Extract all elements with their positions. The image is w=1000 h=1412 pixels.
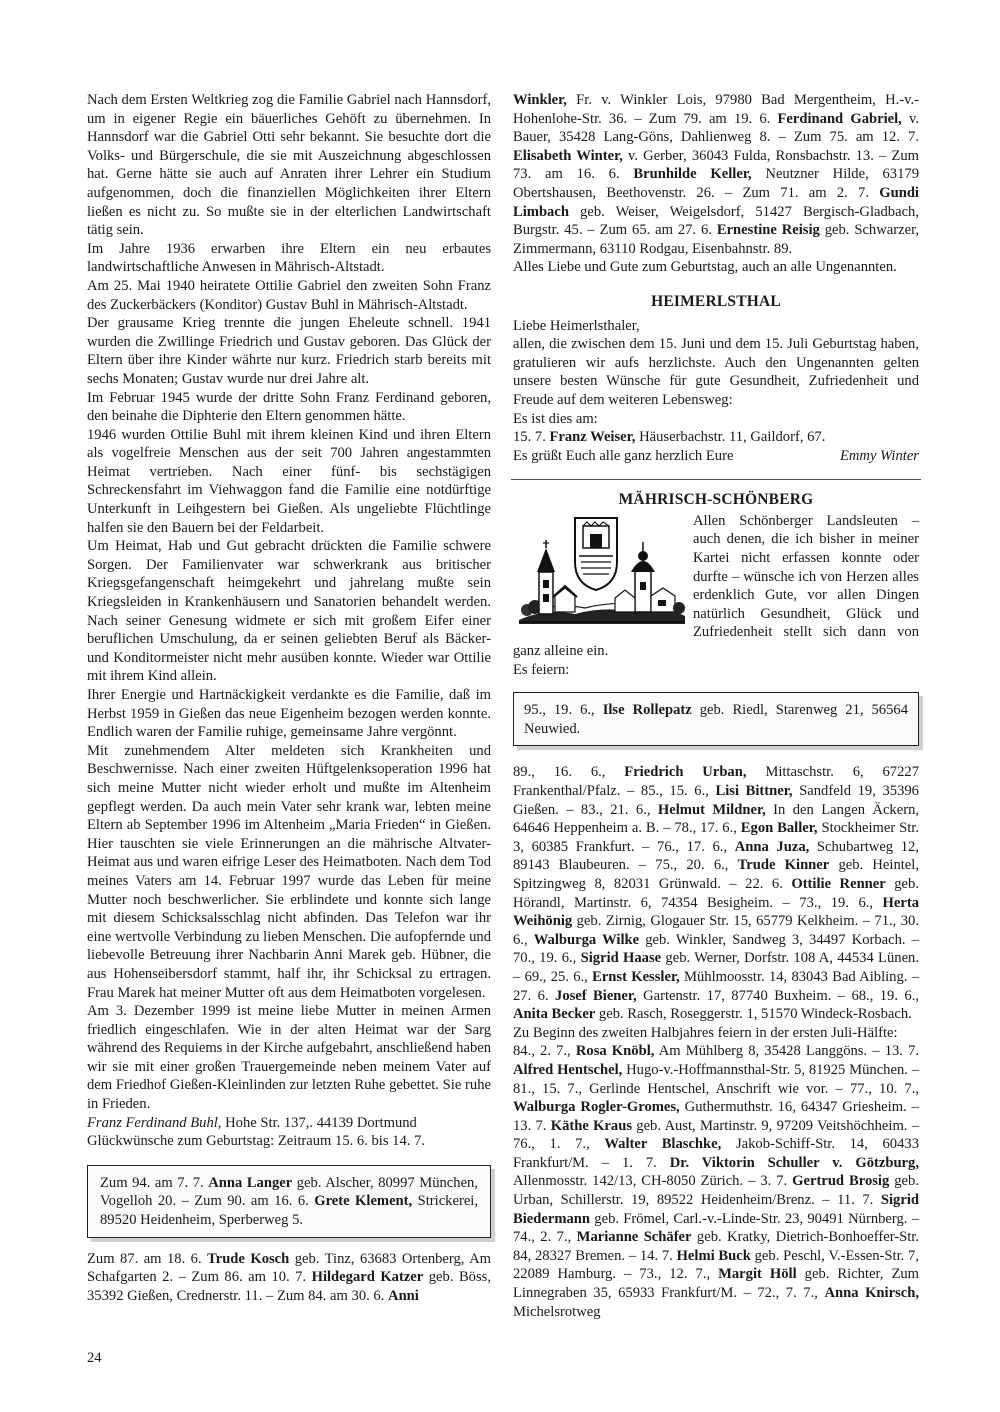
person-name: Marianne Schäfer xyxy=(576,1229,692,1246)
box-text: Zum 94. am 7. 7. xyxy=(100,1174,209,1191)
list-text: Zum 87. am 18. 6. xyxy=(87,1250,208,1267)
birthday-list xyxy=(513,763,919,1023)
birthday-box xyxy=(87,1165,491,1238)
person-name: Ernestine Reisig xyxy=(716,222,820,239)
paragraph: Um Heimat, Hab und Gut gebracht drückten die Familie schwere Sorgen. Der Familienvater war schwerkrank aus britischer Kriegsgefangenschaft heimgekehrt und jahrelang mußte sein Kriegsleiden in Krankenhäusern und Sanatorien behandelt werden. Nach seiner Genesung widmete er sich mit großem Eifer einer beruflichen Umschulung, da er seinen geliebten Beruf als Bäcker- und Konditormeister nicht mehr ausüben konnte. Wieder war Ottilie mit ihrem Kind allein. xyxy=(87,538,491,685)
person-name: Herta Weihönig xyxy=(513,894,919,930)
person-name: Gundi Limbach xyxy=(513,184,919,220)
box-text: Strickerei, 89520 Heidenheim, Sperberweg 5. xyxy=(100,1193,478,1229)
paragraph: Nach dem Ersten Weltkrieg zog die Familie Gabriel nach Hannsdorf, um in eigener Regie ein bäuerliches Gehöft zu übernehmen. In Hannsdorf war die Gabriel Otti sehr bekannt. Sie besuchte dort die Volks- und Bürgerschule, die sie mit Auszeichnung abgeschlossen hat. Gerne hätte sie auch auf Anraten ihrer Lehrer ein Studium aufgenommen, doch die finanziellen Möglichkeiten ihrer Eltern ließen es nicht zu. So mußte sie in der elterlichen Landwirtschaft tätig sein. xyxy=(87,92,491,239)
list-text: Am Mühlberg 8, 35428 Langgöns. – 13. 7. xyxy=(654,1043,920,1060)
person-name: Lisi Bittner, xyxy=(715,783,793,799)
list-text: geb. Hörandl, Martinstr. 6, 74354 Besigheim. – 73., 19. 6., xyxy=(513,875,919,911)
list-text: Stockheimer Str. 3, 60385 Frankfurt. – 76., 17. 6., xyxy=(513,820,919,855)
person-name: Dr. Viktorin Schuller v. Götzburg, xyxy=(669,1154,919,1171)
person-name: Anna Langer xyxy=(208,1174,293,1191)
list-text: Mittaschstr. 6, 67227 Frankenthal/Pfalz. – 85., 15. 6., xyxy=(513,764,919,799)
second-half-text: Zu Beginn des zweiten Halbjahres feiern in der ersten Juli-Hälfte: xyxy=(513,1024,898,1041)
left-column xyxy=(87,91,491,1305)
list-text: Guthermuthstr. 16, 64347 Griesheim. – 13. 7. xyxy=(513,1099,919,1134)
entry-date: 15. 7. xyxy=(513,429,550,446)
birthday-list xyxy=(513,91,919,258)
paragraph: Ihrer Energie und Hartnäckigkeit verdankte es die Familie, daß im Herbst 1959 in Gießen das neue Eigenheim bezogen werden konnte. Endlich waren der Familie ruhige, gemeinsame Jahre vergönnt. xyxy=(87,687,491,741)
list-text: geb. Rasch, Roseggerstr. 1, 51570 Windeck-Rosbach. xyxy=(595,1006,912,1023)
person-name: Helmi Buck xyxy=(676,1247,751,1264)
person-name: Hildegard Katzer xyxy=(311,1269,424,1286)
section-heading-heimerlsthal: HEIMERLSTHAL xyxy=(651,292,781,310)
list-text: 84., 2. 7., xyxy=(513,1043,576,1060)
birthday-list xyxy=(513,1042,919,1321)
person-name: Margit Höll xyxy=(718,1266,797,1283)
list-text: In den Langen Äckern, 64646 Heppenheim a. B. – 78., 17. 6., xyxy=(513,801,920,837)
person-name: Ernst Kessler, xyxy=(592,968,680,985)
person-name: Käthe Kraus xyxy=(550,1117,633,1134)
list-text: Jakob-Schiff-Str. 14, 60433 Frankfurt/M. – 1. 7. xyxy=(513,1136,919,1171)
entry-address: Häuserbachstr. 11, Gaildorf, 67. xyxy=(635,429,826,446)
person-name: Gertrud Brosig xyxy=(792,1173,890,1190)
person-name: Winkler, xyxy=(513,92,567,108)
person-name: Franz Weiser, xyxy=(549,429,636,446)
list-text: geb. Weiser, Weigelsdorf, 51427 Bergisch-Gladbach, Burgstr. 45. – Zum 65. am 27. 6. xyxy=(513,203,919,239)
paragraph: 1946 wurden Ottilie Buhl mit ihrem kleinen Kind und ihren Eltern als vogelfreie Menschen aus der seit 700 Jahren angestammten Heimat vertrieben. Nach einer fünf- bis sechstägigen Schreckensfahrt im Viehwaggon fand die Familie eine notdürftige Unterkunft in Leihgestern bei Gießen. Als ungeliebte Flüchtlinge halfen sie den Bauern bei der Feldarbeit. xyxy=(87,426,491,536)
closing-text: Alles Liebe und Gute zum Geburtstag, auch an alle Ungenannten. xyxy=(513,259,897,276)
person-name: Friedrich Urban, xyxy=(624,764,747,781)
list-text: geb. Urban, Schillerstr. 19, 89522 Heidenheim/Brenz. – 11. 7. xyxy=(513,1173,919,1209)
list-text: Sandfeld 19, 35396 Gießen. – 83., 21. 6., xyxy=(513,783,919,818)
list-text: Hugo-v.-Hoffmannsthal-Str. 5, 81925 München. – 81., 15. 7., Gerlinde Hentschel, Anschrift wie vor. – 77., 10. 7., xyxy=(513,1061,919,1097)
list-text: Allenmosstr. 142/13, CH-8050 Zürich. – 3. 7. xyxy=(513,1173,793,1190)
person-name: Ottilie Renner xyxy=(791,875,886,892)
paragraph: Der grausame Krieg trennte die jungen Eheleute schnell. 1941 wurden die Zwillinge Friedrich und Gustav geboren. Das Glück der Eltern über ihre Kinder währte nur kurz. Friedrich starb bereits mit sechs Monaten; Gustav wurde nur drei Jahre alt. xyxy=(87,315,491,387)
list-text: geb. Peschl, V.-Essen-Str. 7, 22089 Hamburg. – 73., 12. 7., xyxy=(513,1247,919,1283)
birthday-entry xyxy=(513,428,919,447)
author-address: Hohe Str. 137,. 44139 Dortmund xyxy=(221,1114,417,1131)
list-text: geb. Kratky, Dietrich-Bonhoeffer-Str. 84, 28327 Bremen. – 14. 7. xyxy=(513,1229,919,1264)
schoenberg-intro xyxy=(513,512,919,661)
list-text: v. Gerber, 36043 Fulda, Ronsbachstr. 13. – Zum 73. am 16. 6. xyxy=(513,147,919,183)
paragraph: Im Februar 1945 wurde der dritte Sohn Franz Ferdinand geboren, den beinahe die Diphterie den Eltern genommen hätte. xyxy=(87,389,491,425)
person-name: Ilse Rollepatz xyxy=(602,702,692,719)
person-name: Anni xyxy=(388,1287,419,1304)
town-emblem-illustration xyxy=(515,512,687,628)
list-text: geb. Schwarzer, Zimmermann, 63110 Rodgau, Eisenbahnstr. 89. xyxy=(513,222,919,257)
box-text: geb. Riedl, Starenweg 21, 56564 Neuwied. xyxy=(524,702,908,737)
person-name: Sigrid Biedermann xyxy=(513,1192,919,1227)
signature-row xyxy=(513,447,919,466)
birthday-box xyxy=(513,692,919,746)
list-text: Michelsrotweg xyxy=(513,1303,601,1320)
person-name: Alfred Hentschel, xyxy=(513,1061,623,1078)
paragraph: Am 3. Dezember 1999 ist meine liebe Mutter in meinen Armen friedlich eingeschlafen. Wie in der alten Heimat war der Sarg während des Requiems in der Kirche aufgebahrt, anschließend haben wir sie mit einer großen Trauergemeinde neben meinem Vater auf dem Friedhof Gießen-Kleinlinden zur letzten Ruhe gebettet. Sie ruhe in Frieden. xyxy=(87,1003,492,1113)
paragraph: Im Jahre 1936 erwarben ihre Eltern ein neu erbautes landwirtschaftliche Anwesen in Mährisch-Altstadt. xyxy=(87,240,491,276)
person-name: Walter Blaschke, xyxy=(604,1136,722,1153)
list-text: geb. Frömel, Carl.-v.-Linde-Str. 23, 90491 Nürnberg. – 74., 2. 7., xyxy=(513,1210,919,1246)
congrats-period: Glückwünsche zum Geburtstag: Zeitraum 15. 6. bis 14. 7. xyxy=(87,1133,426,1150)
person-name: Anna Juza, xyxy=(734,838,810,855)
box-text: geb. Alscher, 80997 München, Vogelloh 20. – Zum 90. am 16. 6. xyxy=(100,1174,478,1210)
greeting: Liebe Heimerlsthaler, xyxy=(513,317,640,334)
paragraph: Am 25. Mai 1940 heiratete Ottilie Gabriel den zweiten Sohn Franz des Zuckerbäckers (Konditor) Gustav Buhl in Mährisch-Altstadt. xyxy=(87,277,491,313)
list-text: geb. Richter, Zum Linnegraben 35, 65933 Frankfurt/M. – 72., 7. 7., xyxy=(513,1266,920,1302)
signature-name: Emmy Winter xyxy=(839,447,919,464)
list-text: geb. Aust, Martinstr. 9, 97209 Veitshöchheim. – 76., 1. 7., xyxy=(513,1117,919,1153)
section-heading-maehrisch-schoenberg: MÄHRISCH-SCHÖNBERG xyxy=(618,491,814,509)
list-text: Neutzner Hilde, 63179 Obertshausen, Beethovenstr. 26. – Zum 71. am 2. 7. xyxy=(513,166,919,201)
list-text: 89., 16. 6., xyxy=(513,764,625,781)
list-text: geb. Winkler, Sandweg 3, 34497 Korbach. – 70., 19. 6., xyxy=(513,931,919,967)
person-name: Brunhilde Keller, xyxy=(633,166,752,183)
person-name: Walburga Wilke xyxy=(533,931,640,948)
list-text: v. Bauer, 35428 Lang-Göns, Dahlienweg 8. – Zum 75. am 12. 7. xyxy=(513,110,919,146)
list-text: geb. Tinz, 63683 Ortenberg, Am Schafgarten 2. – Zum 86. am 10. 7. xyxy=(87,1250,491,1286)
person-name: Trude Kosch xyxy=(207,1250,290,1267)
list-text: Gartenstr. 17, 87740 Buxheim. – 68., 19. 6., xyxy=(636,987,920,1004)
person-name: Grete Klement, xyxy=(314,1193,413,1210)
es-feiern-text: Es feiern: xyxy=(513,661,570,678)
es-ist-text: Es ist dies am: xyxy=(513,410,598,427)
list-text: Fr. v. Winkler Lois, 97980 Bad Mergentheim, H.-v.-Hohenlohe-Str. 36. – Zum 79. am 19. 6. xyxy=(513,92,919,127)
person-name: Rosa Knöbl, xyxy=(575,1043,655,1060)
person-name: Sigrid Haase xyxy=(580,950,662,967)
list-text: geb. Werner, Dorfstr. 108 A, 44534 Lünen. – 69., 25. 6., xyxy=(513,950,919,985)
birthday-list xyxy=(87,1250,491,1306)
person-name: Anita Becker xyxy=(513,1006,596,1023)
box-text: 95., 19. 6., xyxy=(524,702,603,719)
author-name: Franz Ferdinand Buhl, xyxy=(87,1114,222,1131)
list-text: geb. Zirnig, Glogauer Str. 15, 65779 Kelkheim. – 71., 30. 6., xyxy=(513,913,919,948)
person-name: Walburga Rogler-Gromes, xyxy=(513,1099,680,1116)
person-name: Trude Kinner xyxy=(737,857,830,874)
person-name: Elisabeth Winter, xyxy=(513,147,623,164)
person-name: Helmut Mildner, xyxy=(657,801,766,818)
list-text: geb. Böss, 35392 Gießen, Crednerstr. 11. – Zum 84. am 30. 6. xyxy=(87,1269,491,1304)
right-column xyxy=(513,91,919,1321)
list-text: Schubartweg 12, 89143 Blaubeuren. – 75., 20. 6., xyxy=(513,838,919,874)
person-name: Anna Knirsch, xyxy=(824,1285,919,1302)
person-name: Josef Biener, xyxy=(555,987,637,1004)
person-name: Ferdinand Gabriel, xyxy=(777,110,902,127)
list-text: geb. Heintel, Spitzingweg 8, 82031 Grünwald. – 22. 6. xyxy=(513,857,919,892)
page-number: 24 xyxy=(87,1350,102,1366)
author-signature xyxy=(87,1114,491,1133)
intro-text: Allen Schönberger Landsleuten – auch denen, die ich bisher in meiner Kartei nicht erfassen konnte oder durfte – wünsche ich von Herzen alles erdenklich Gute, vor allen Dingen natürlich Gesundheit, Glück und Zufriedenheit stellt sich dann von ganz alleine ein. xyxy=(513,512,919,660)
intro-text: allen, die zwischen dem 15. Juni und dem 15. Juli Geburtstag haben, gratulieren wir aufs herzlichste. Auch den Ungenannten gelten unsere besten Wünsche für gute Gesundheit, Zufriedenheit und Freude auf dem weiteren Lebensweg: xyxy=(513,336,919,408)
section-divider xyxy=(511,479,921,480)
closing-greeting: Es grüßt Euch alle ganz herzlich Eure xyxy=(513,447,734,464)
person-name: Egon Baller, xyxy=(740,820,818,837)
list-text: Mühlmoosstr. 14, 83043 Bad Aibling. – 27. 6. xyxy=(513,968,919,1004)
paragraph: Mit zunehmendem Alter meldeten sich Krankheiten und Beschwernisse. Nach einer zweiten Hüftgelenksoperation 1996 hat sich meine Mutter nicht wieder erholt und mußte im Altenheim gepflegt werden. Da auch mein Vater sehr krank war, lebten meine Eltern ab September 1996 im Altenheim „Maria Frieden“ in Gießen. Hier tauschten sie viele Erinnerungen an die mährische Altvater-Heimat aus und waren eifrige Leser des Heimatboten. Nach dem Tod meines Vaters am 14. Februar 1997 wurde das Leben für meine Mutter noch beschwerlicher. Sie erblindete und konnte sich lange mit diesem Schicksalsschlag nicht abfinden. Das Telefon war ihr eine wertvolle Verbindung zu lieben Menschen. Die aufopfernde und liebevolle Betreuung ihrer Nachbarin Anni Marek geb. Hübner, die aus Hohenseibersdorf stammt, half ihr, ihr Schicksal zu ertragen. Frau Marek hat meiner Mutter oft aus dem Heimatboten vorgelesen. xyxy=(87,742,491,1001)
